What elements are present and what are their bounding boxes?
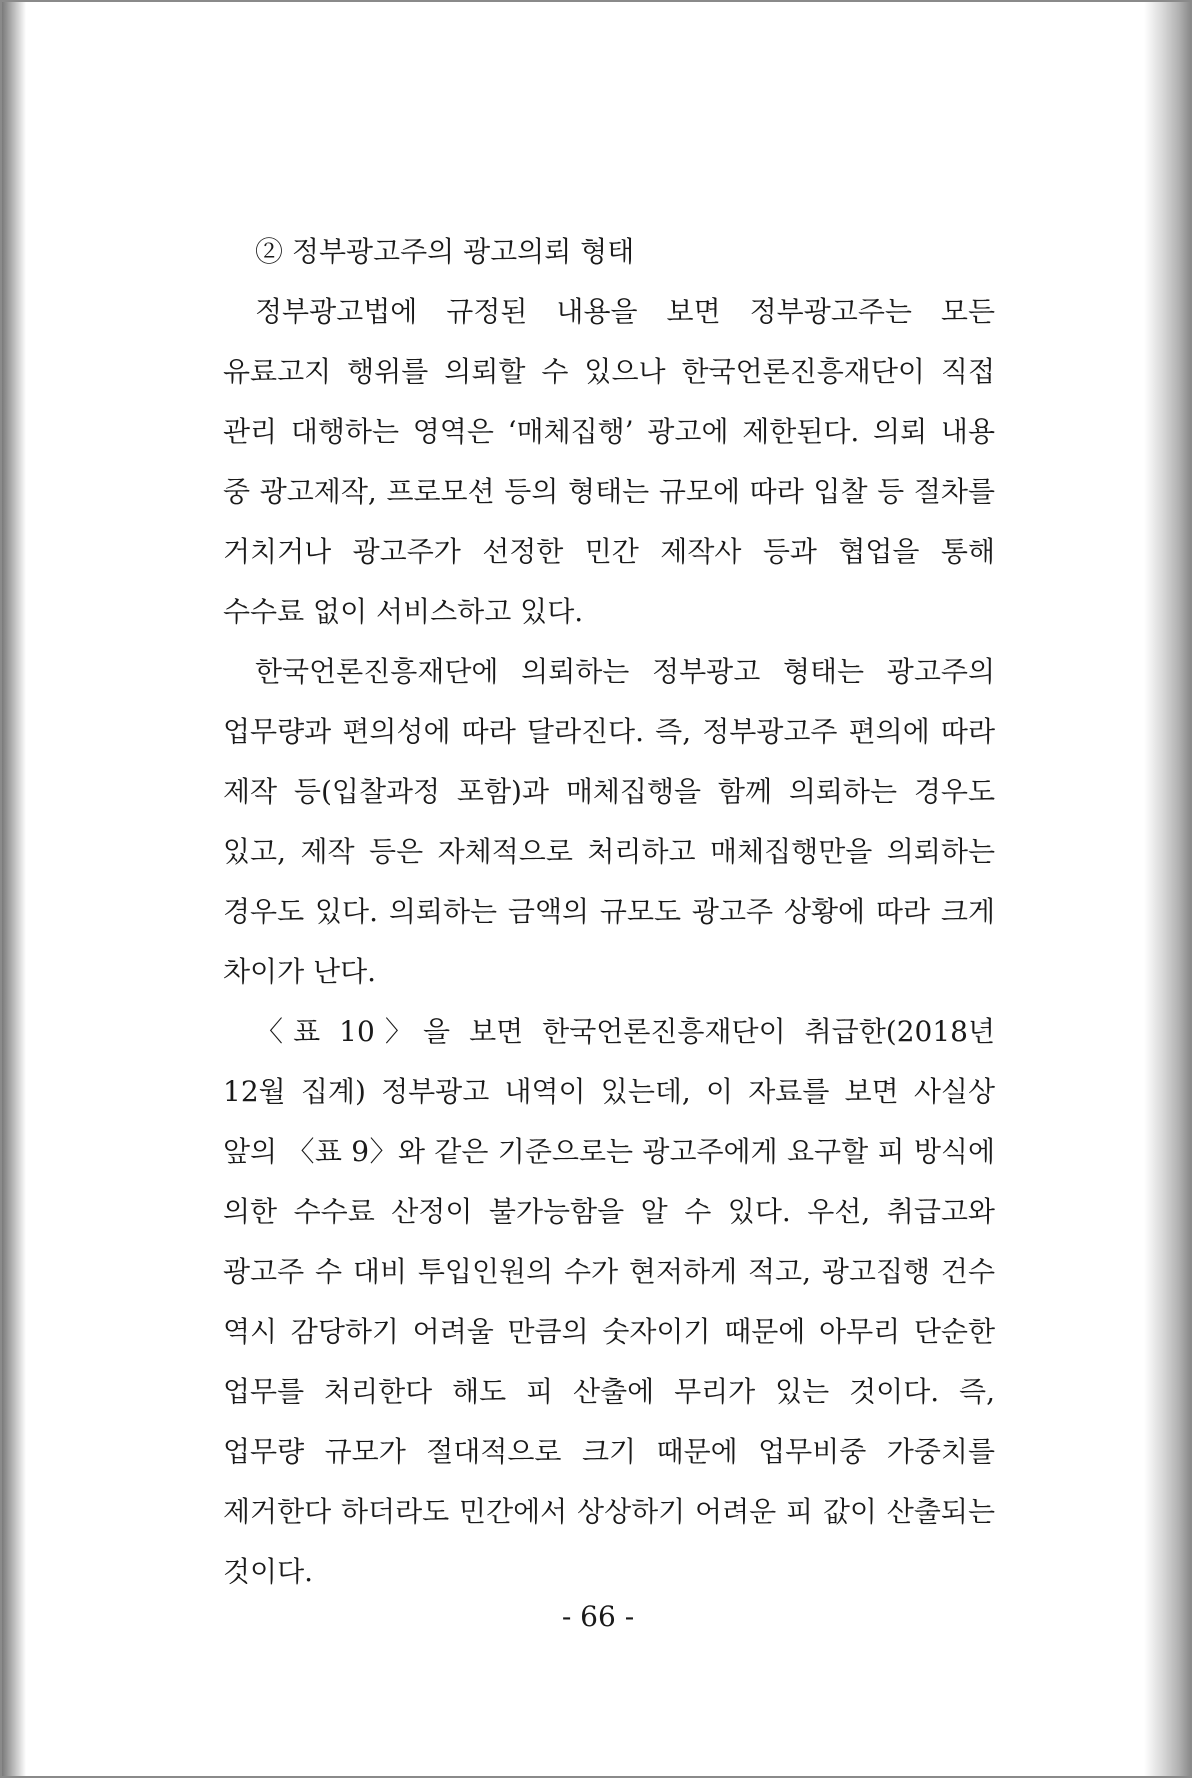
page-number: - 66 - bbox=[561, 1600, 635, 1633]
page-shadow-right bbox=[1144, 2, 1190, 1776]
page-shadow-left bbox=[2, 2, 26, 1776]
section-heading: ② 정부광고주의 광고의뢰 형태 bbox=[255, 235, 635, 268]
page-body bbox=[223, 222, 995, 1602]
paragraph-2: 한국언론진흥재단에 의뢰하는 정부광고 형태는 광고주의 업무량과 편의성에 따라 달라진다. 즉, 정부광고주 편의에 따라 제작 등(입찰과정 포함)과 매체집행을 함께 의뢰하는 경우도 있고, 제작 등은 자체적으로 처리하고 매체집행만을 의뢰하는 경우도 있다. 의뢰하는 금액의 규모도 광고주 상황에 따라 크게 차이가 난다. bbox=[223, 655, 995, 988]
paragraph-1: 정부광고법에 규정된 내용을 보면 정부광고주는 모든 유료고지 행위를 의뢰할 수 있으나 한국언론진흥재단이 직접 관리 대행하는 영역은 ‘매체집행’ 광고에 제한된다. 의뢰 내용 중 광고제작, 프로모션 등의 형태는 규모에 따라 입찰 등 절차를 거치거나 광고주가 선정한 민간 제작사 등과 협업을 통해 수수료 없이 서비스하고 있다. bbox=[223, 295, 995, 628]
paragraph-3: 〈표 10〉을 보면 한국언론진흥재단이 취급한(2018년 12월 집계) 정부광고 내역이 있는데, 이 자료를 보면 사실상 앞의 〈표 9〉와 같은 기준으로는 광고주에게 요구할 피 방식에 의한 수수료 산정이 불가능함을 알 수 있다. 우선, 취급고와 광고주 수 대비 투입인원의 수가 현저하게 적고, 광고집행 건수 역시 감당하기 어려울 만큼의 숫자이기 때문에 아무리 단순한 업무를 처리한다 해도 피 산출에 무리가 있는 것이다. 즉, 업무량 규모가 절대적으로 크기 때문에 업무비중 가중치를 제거한다 하더라도 민간에서 상상하기 어려운 피 값이 산출되는 것이다. bbox=[223, 1015, 995, 1588]
